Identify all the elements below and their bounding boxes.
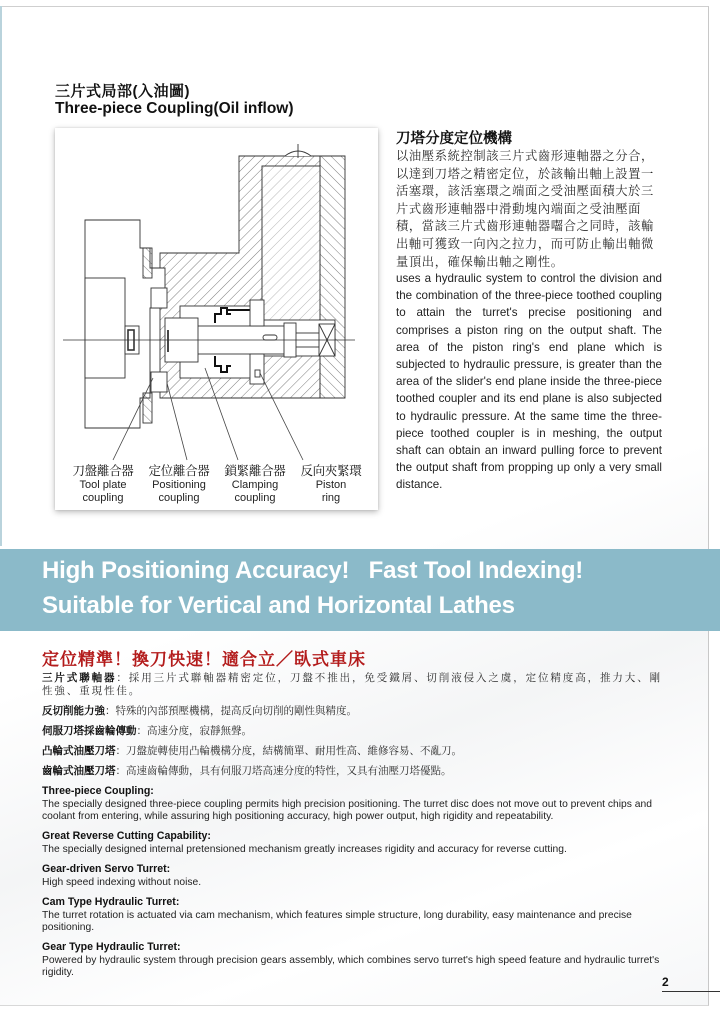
section-title-zh: 三片式局部(入油圖) xyxy=(55,83,190,100)
feature-zh-item: 伺服刀塔採齒輪傳動：高速分度，寂靜無聲。 xyxy=(42,725,252,737)
label-clamping-coupling: 鎖緊離合器 Clamping coupling xyxy=(224,464,286,504)
label-piston-ring: 反向夾緊環 Piston ring xyxy=(300,464,362,504)
headline-banner xyxy=(0,549,720,631)
coupling-cross-section-drawing xyxy=(55,128,378,510)
page-number-rule xyxy=(662,991,720,992)
feature-zh-item: 三片式聯軸器：採用三片式聯軸器精密定位，刀盤不推出，免受鐵屑、切削液侵入之虞，定位精度高，推力大、剛性強、重現性佳。 xyxy=(42,672,663,697)
label-positioning-coupling: 定位離合器 Positioning coupling xyxy=(148,464,210,504)
feature-en-item: Great Reverse Cutting Capability: The specially designed internal pretensioned mechanism greatly increases rigidity and accuracy for reverse cutting. xyxy=(42,830,567,855)
feature-zh-item: 反切削能力強：特殊的內部預壓機構，提高反向切削的剛性與精度。 xyxy=(42,705,357,717)
feature-en-item: Cam Type Hydraulic Turret: The turret rotation is actuated via cam mechanism, which features simple structure, long durability, easy maintenance and precise positioning. xyxy=(42,896,632,933)
features-list-zh xyxy=(42,672,662,785)
label-tool-plate-coupling: 刀盤離合器 Tool plate coupling xyxy=(72,464,134,504)
banner-line-2: Suitable for Vertical and Horizontal Lathes xyxy=(42,592,515,619)
banner-line-1: High Positioning Accuracy! Fast Tool Indexing! xyxy=(42,557,584,584)
feature-en-item: Gear Type Hydraulic Turret: Powered by hydraulic system through precision gears assembly, which combines servo turret's high speed feature and hydraulic turret's rigidity. xyxy=(42,941,660,978)
left-accent-stripe xyxy=(0,6,2,546)
mechanism-title: 刀塔分度定位機構 xyxy=(396,131,512,147)
feature-en-item: Three-piece Coupling: The specially designed three-piece coupling permits high precision positioning. The turret disc does not move out to prevent chips and coolant from entering, while assuring high positioning accuracy, high power output, high rigidity and repeatability. xyxy=(42,785,652,822)
section-title-en: Three-piece Coupling(Oil inflow) xyxy=(55,100,294,117)
features-list-en xyxy=(42,785,662,986)
diagram-labels xyxy=(67,461,367,505)
feature-en-item: Gear-driven Servo Turret: High speed indexing without noise. xyxy=(42,863,202,888)
mechanism-body-zh: 以油壓系統控制該三片式齒形連軸器之分合，以達到刀塔之精密定位，於該輸出軸上設置一活塞環，該活塞環之端面之受油壓面積大於三片式齒形連軸器中滑動塊內端面之受油壓面積，當該三片式齒形連軸器囓合之同時，該輸出軸可獲致一向內之拉力，而可防止輸出軸微量頂出，確保輸出軸之剛性。 xyxy=(396,149,654,269)
mechanism-body-en: uses a hydraulic system to control the division and the combination of the three-piece toothed coupling to attain the turret's precise positioning and comprises a piston ring on the output shaft. The area of the piston ring's end plane which is subjected to hydraulic pressure, is greater than the area of the slider's end plane inside the three-piece toothed coupler and its end plane is also subjected to hydraulic pressure. At the same time the three-piece toothed coupler is in meshing, the output shaft can obtain an inward pulling force to prevent the output shaft from propping up only a very small distance. xyxy=(396,272,662,492)
feature-zh-item: 齒輪式油壓刀塔：高速齒輪傳動，具有伺服刀塔高速分度的特性，又具有油壓刀塔優點。 xyxy=(42,765,452,777)
features-heading-zh: 定位精準！換刀快速！適合立／臥式車床 xyxy=(42,650,366,669)
coupling-diagram-card xyxy=(55,128,378,510)
feature-zh-item: 凸輪式油壓刀塔：刀盤旋轉使用凸輪機構分度，結構簡單、耐用性高、維修容易、不亂刀。 xyxy=(42,745,462,757)
page-number: 2 xyxy=(662,975,669,989)
